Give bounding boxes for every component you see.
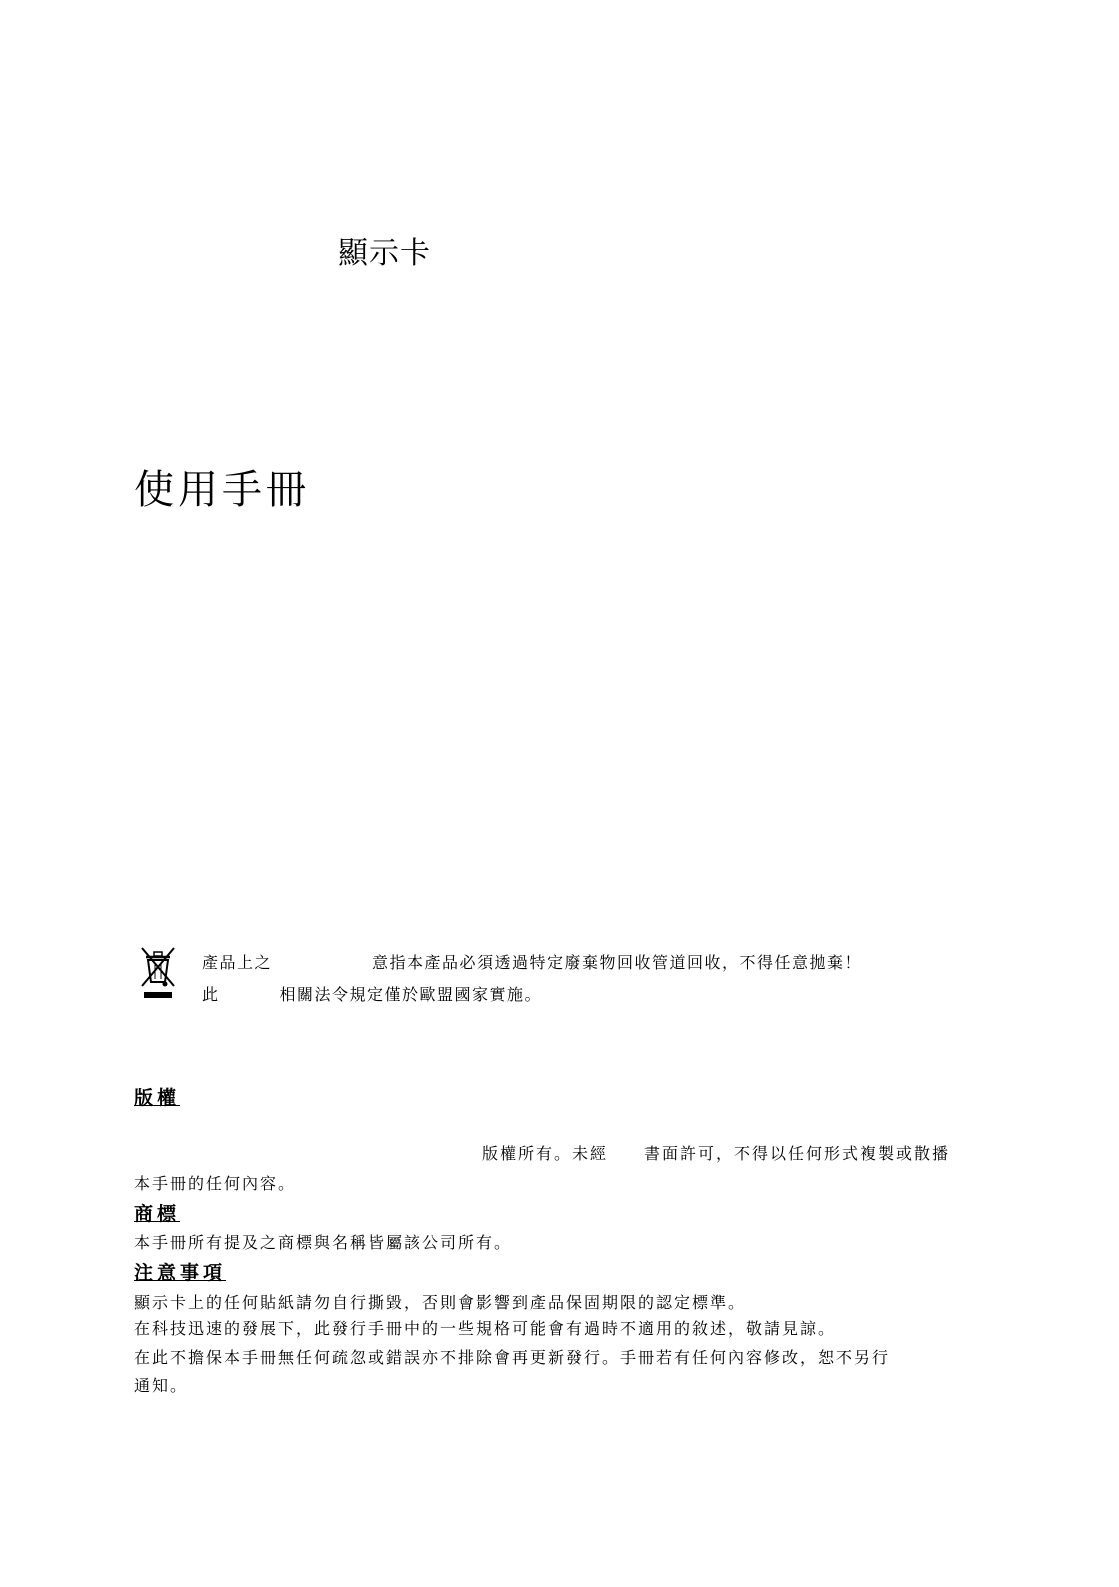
- copyright-text-line-2: 本手冊的任何內容。: [134, 1174, 297, 1193]
- weee-text-a: 產品上之: [202, 953, 273, 972]
- weee-text-c: 此: [202, 985, 220, 1004]
- notice-text-line: 在科技迅速的發展下，此發行手冊中的一些規格可能會有過時不適用的敘述，敬請見諒。: [134, 1319, 837, 1338]
- weee-text-d: 相關法令規定僅於歐盟國家實施。: [279, 985, 543, 1004]
- trademark-heading: 商標: [134, 1203, 181, 1225]
- product-title: 顯示卡: [338, 236, 431, 271]
- copyright-text-b: 書面許可，不得以任何形式複製或散播: [644, 1144, 951, 1163]
- weee-notice-line-1: [202, 950, 862, 973]
- weee-text-b: 意指本產品必須透過特定廢棄物回收管道回收，不得任意拋棄！: [372, 953, 863, 972]
- trademark-text: 本手冊所有提及之商標與名稱皆屬該公司所有。: [134, 1233, 513, 1252]
- copyright-heading: 版權: [134, 1087, 181, 1109]
- notice-text-line: 顯示卡上的任何貼紙請勿自行撕毀，否則會影響到產品保固期限的認定標準。: [134, 1293, 747, 1312]
- manual-title: 使用手冊: [134, 467, 310, 513]
- crossed-out-wheelie-bin-icon: [138, 944, 178, 1002]
- notice-heading: 注意事項: [134, 1262, 227, 1284]
- copyright-text-line-1: [482, 1141, 950, 1164]
- notice-text-line: 在此不擔保本手冊無任何疏忽或錯誤亦不排除會再更新發行。手冊若有任何內容修改，恕不另行: [134, 1348, 891, 1367]
- copyright-text-a: 版權所有。未經: [482, 1144, 609, 1163]
- weee-notice-line-2: [202, 982, 542, 1005]
- notice-text-line: 通知。: [134, 1376, 189, 1395]
